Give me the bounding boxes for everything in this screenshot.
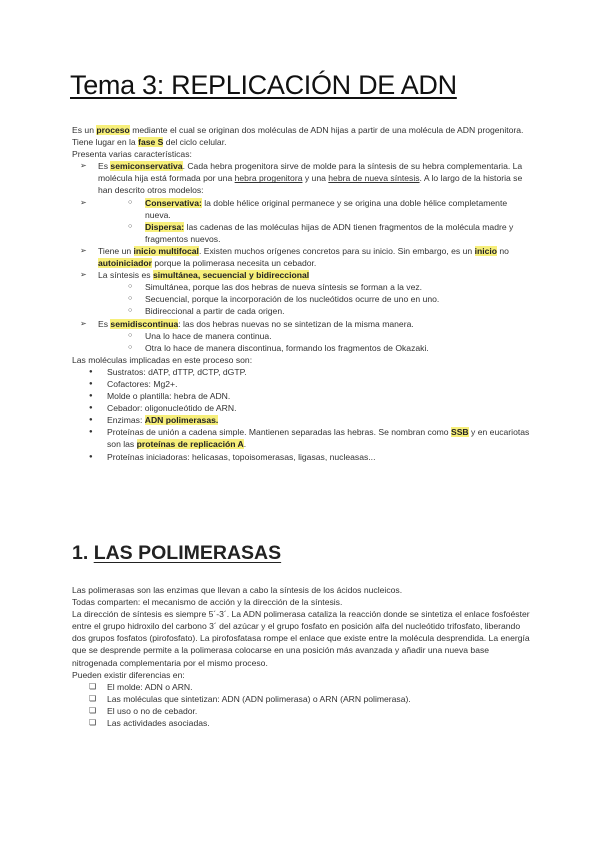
list-item: ➢ Es semidiscontinua: las dos hebras nuevas no se sintetizan de la misma manera. [72, 318, 532, 330]
semidiscontinuous-sublist [72, 330, 532, 354]
list-item: ○ Bidireccional a partir de cada origen. [72, 305, 532, 317]
list-item: ○ Dispersa: las cadenas de las moléculas hijas de ADN tienen fragmentos de la molécula madre y fragmentos nuevos. [72, 221, 532, 245]
phase-paragraph: Tiene lugar en la fase S del ciclo celular. [72, 137, 227, 148]
list-item: ● Sustratos: dATP, dTTP, dCTP, dGTP. [72, 366, 532, 378]
list-item: ● Molde o plantilla: hebra de ADN. [72, 390, 532, 402]
underlined-text: hebra progenitora [234, 173, 303, 184]
list-item: ❏ Las moléculas que sintetizan: ADN (ADN polimerasa) o ARN (ARN polimerasa). [72, 693, 534, 705]
intro-section [72, 124, 532, 463]
underlined-text: hebra de nueva síntesis [328, 173, 420, 184]
highlight: Conservativa: [145, 197, 202, 208]
differences-list [72, 681, 534, 729]
list-item: ● Cofactores: Mg2+. [72, 378, 532, 390]
list-item: ➢ Es semiconservativa. Cada hebra progenitora sirve de molde para la síntesis de su hebra complementaria. La molécula hija está formada por una hebra progenitora y una hebra de nueva síntesis. A lo largo de la historia se han descrito otros modelos: [72, 160, 532, 196]
sublist-wrapper [72, 197, 532, 245]
characteristics-list-3 [72, 318, 532, 330]
highlight: inicio multifocal [133, 245, 199, 256]
list-item: ● Enzimas: ADN polimerasas. [72, 414, 532, 426]
molecules-heading: Las moléculas implicadas en este proceso son: [72, 354, 253, 365]
list-item: ● Cebador: oligonucleótido de ARN. [72, 402, 532, 414]
highlight: semidiscontinua [110, 318, 179, 329]
list-item: ○ Una lo hace de manera continua. [72, 330, 532, 342]
highlight: ADN polimerasas. [144, 415, 219, 426]
intro-paragraph: Es un proceso mediante el cual se originan dos moléculas de ADN hijas a partir de una molécula de ADN progenitora. [72, 125, 524, 135]
section-heading: 1. LAS POLIMERASAS [72, 542, 282, 564]
characteristics-heading: Presenta varias características: [72, 149, 192, 160]
highlight: semiconservativa [110, 161, 183, 172]
paragraph: Las polimerasas son las enzimas que llevan a cabo la síntesis de los ácidos nucleicos. [72, 585, 403, 595]
list-item: ➢ La síntesis es simultánea, secuencial y bidireccional [72, 269, 532, 281]
highlight: Dispersa: [145, 221, 185, 232]
list-item: ○ Secuencial, porque la incorporación de los nucleótidos ocurre de uno en uno. [72, 293, 532, 305]
synthesis-sublist [72, 281, 532, 317]
highlight: autoiniciador [98, 258, 152, 269]
highlight: simultánea, secuencial y bidireccional [152, 270, 310, 281]
highlight: proteínas de replicación A [136, 439, 244, 450]
paragraph: La dirección de síntesis es siempre 5´-3´. La ADN polimerasa cataliza la reacción donde se sintetiza el enlace fosfoéster entre el grupo hidroxilo del carbono 3´ del azúcar y el grupo fosfato en posición alfa del nucleótido trifosfato, liberando dos grupos fosfatos (pirofosfato). La pirofosfatasa rompe el enlace que existe entre la molécula desprendida. La energía que se desprende permite a la polimerasa colocarse en una posición más avanzada y añadir una nueva base nitrogenada complementaria por el mismo proceso. [72, 609, 530, 668]
characteristics-list-2 [72, 245, 532, 281]
list-item: ○ ➢ Conservativa: la doble hélice original permanece y se origina una doble hélice completamente nueva. [72, 197, 532, 221]
list-item: ➢ Tiene un inicio multifocal. Existen muchos orígenes concretos para su inicio. Sin embargo, es un inicio no autoiniciador porque la polimerasa necesita un cebador. [72, 245, 532, 269]
paragraph: Todas comparten: el mecanismo de acción y la dirección de la síntesis. [72, 597, 343, 608]
list-item: ❏ El uso o no de cebador. [72, 705, 534, 717]
highlight: inicio [474, 245, 498, 256]
characteristics-list [72, 160, 532, 245]
list-item: ○ Simultánea, porque las dos hebras de nueva síntesis se forman a la vez. [72, 281, 532, 293]
list-item: ❏ El molde: ADN o ARN. [72, 681, 534, 693]
molecules-list [72, 366, 532, 463]
highlight: proceso [96, 125, 130, 135]
list-item: ○ Otra lo hace de manera discontinua, formando los fragmentos de Okazaki. [72, 342, 532, 354]
paragraph: Pueden existir diferencias en: [72, 669, 185, 680]
models-sublist [72, 197, 532, 245]
highlight: SSB [450, 427, 469, 438]
polymerases-section [72, 584, 534, 729]
page-title: Tema 3: REPLICACIÓN DE ADN [70, 70, 457, 100]
highlight: fase S [138, 137, 164, 148]
list-item: ● Proteínas de unión a cadena simple. Mantienen separadas las hebras. Se nombran como SSB y en eucariotas son las proteínas de replicación A. [72, 426, 532, 450]
list-item: ❏ Las actividades asociadas. [72, 717, 534, 729]
list-item: ● Proteínas iniciadoras: helicasas, topoisomerasas, ligasas, nucleasas... [72, 451, 532, 463]
